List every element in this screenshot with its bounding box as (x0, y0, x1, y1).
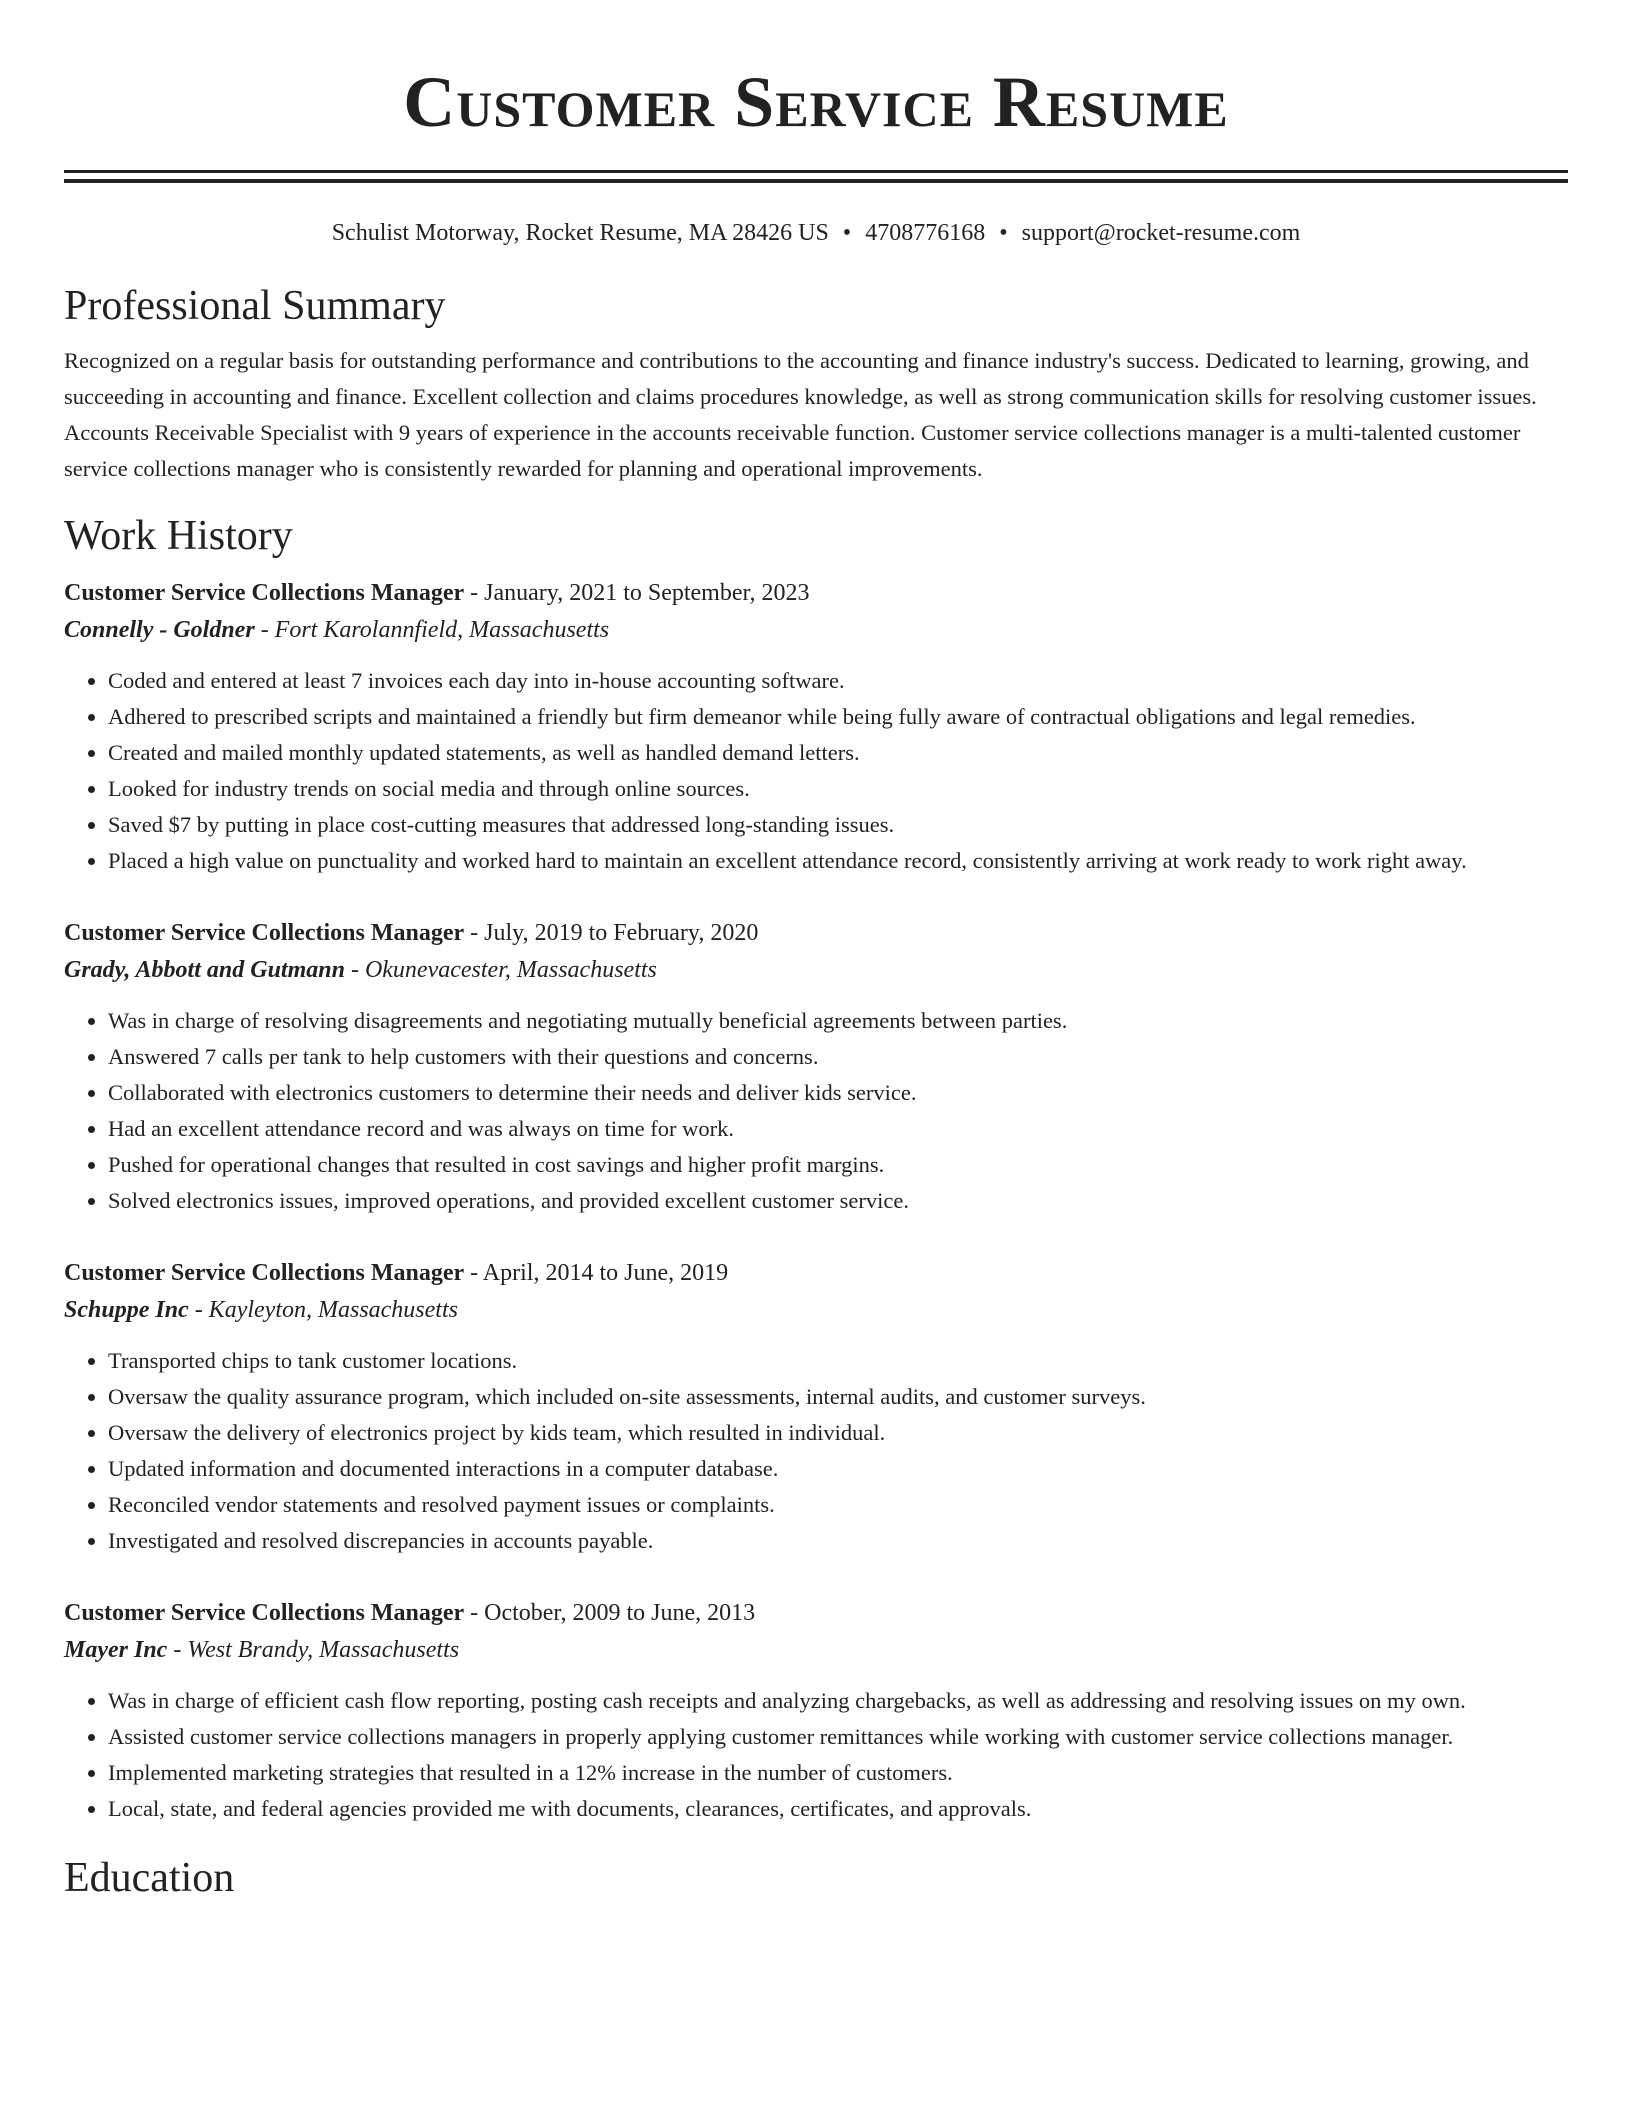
job-employer: Schuppe Inc (64, 1297, 189, 1323)
job-duties-list (64, 1343, 1568, 1559)
duty-item: • Investigated and resolved discrepancies in accounts payable. (108, 1523, 1568, 1559)
duty-item: • Solved electronics issues, improved operations, and provided excellent customer service. (108, 1183, 1568, 1219)
job-location: - West Brandy, Massachusetts (167, 1637, 460, 1663)
duty-item: • Oversaw the delivery of electronics project by kids team, which resulted in individual. (108, 1415, 1568, 1451)
contact-separator: • (999, 220, 1008, 246)
duty-item: • Looked for industry trends on social media and through online sources. (108, 771, 1568, 807)
duty-item: • Placed a high value on punctuality and worked hard to maintain an excellent attendance record, consistently arriving at work ready to work right away. (108, 843, 1568, 879)
duty-item: • Reconciled vendor statements and resolved payment issues or complaints. (108, 1487, 1568, 1523)
job-entry (64, 1595, 1568, 1827)
title-divider-bottom (64, 179, 1568, 183)
duty-item: • Adhered to prescribed scripts and maintained a friendly but firm demeanor while being fully aware of contractual obligations and legal remedies. (108, 699, 1568, 735)
duty-item: • Updated information and documented interactions in a computer database. (108, 1451, 1568, 1487)
duty-item: • Collaborated with electronics customers to determine their needs and deliver kids service. (108, 1075, 1568, 1111)
job-title-line (64, 1595, 1568, 1631)
job-employer: Mayer Inc (64, 1637, 168, 1663)
job-employer-line (64, 1631, 1568, 1669)
job-entry (64, 1255, 1568, 1559)
job-location: - Okunevacester, Massachusetts (344, 957, 657, 983)
job-dates: - July, 2019 to February, 2020 (464, 920, 759, 946)
summary-heading: Professional Summary (64, 283, 446, 329)
job-location: - Kayleyton, Massachusetts (188, 1297, 458, 1323)
job-dates: - October, 2009 to June, 2013 (464, 1600, 756, 1626)
job-title-line (64, 575, 1568, 611)
job-employer: Connelly - Goldner (64, 617, 255, 643)
job-title: Customer Service Collections Manager (64, 580, 465, 606)
contact-separator: • (842, 220, 852, 246)
contact-address: Schulist Motorway, Rocket Resume, MA 28426 US (331, 220, 829, 246)
job-title-line (64, 915, 1568, 951)
duty-item: • Created and mailed monthly updated statements, as well as handled demand letters. (108, 735, 1568, 771)
job-duties-list (64, 663, 1568, 879)
duty-item: • Implemented marketing strategies that resulted in a 12% increase in the number of customers. (108, 1755, 1568, 1791)
duty-item: • Local, state, and federal agencies provided me with documents, clearances, certificates, and approvals. (108, 1791, 1568, 1827)
duty-item: • Was in charge of resolving disagreements and negotiating mutually beneficial agreements between parties. (108, 1003, 1568, 1039)
job-title: Customer Service Collections Manager (64, 1600, 465, 1626)
job-employer-line (64, 1291, 1568, 1329)
contact-phone: 4708776168 (865, 220, 986, 246)
duty-item: • Had an excellent attendance record and was always on time for work. (108, 1111, 1568, 1147)
job-title-line (64, 1255, 1568, 1291)
duty-item: • Saved $7 by putting in place cost-cutting measures that addressed long-standing issues. (108, 807, 1568, 843)
job-employer-line (64, 951, 1568, 989)
job-dates: - January, 2021 to September, 2023 (464, 580, 810, 606)
job-entry (64, 915, 1568, 1219)
job-title: Customer Service Collections Manager (64, 1260, 465, 1286)
duty-item: • Assisted customer service collections managers in properly applying customer remittances while working with customer service collections manager. (108, 1719, 1568, 1755)
work-history-heading: Work History (64, 513, 293, 559)
duty-item: • Answered 7 calls per tank to help customers with their questions and concerns. (108, 1039, 1568, 1075)
education-heading: Education (64, 1855, 235, 1901)
duty-item: • Coded and entered at least 7 invoices each day into in-house accounting software. (108, 663, 1568, 699)
job-duties-list (64, 1683, 1568, 1827)
job-duties-list (64, 1003, 1568, 1219)
duty-item: • Transported chips to tank customer locations. (108, 1343, 1568, 1379)
job-title: Customer Service Collections Manager (64, 920, 465, 946)
contact-line (64, 217, 1568, 249)
title-divider-top (64, 170, 1568, 173)
job-entry (64, 575, 1568, 879)
summary-text: Recognized on a regular basis for outstanding performance and contributions to the accounting and finance industry's success. Dedicated to learning, growing, and succeeding in accounting and finance. Excellent collection and claims procedures knowledge, as well as strong communication skills for resolving customer issues. Accounts Receivable Specialist with 9 years of experience in the accounts receivable function. Customer service collections manager is a multi-talented customer service collections manager who is consistently rewarded for planning and operational improvements. (64, 348, 1537, 481)
job-employer: Grady, Abbott and Gutmann (64, 957, 345, 983)
job-location: - Fort Karolannfield, Massachusetts (254, 617, 610, 643)
duty-item: • Oversaw the quality assurance program, which included on-site assessments, internal audits, and customer surveys. (108, 1379, 1568, 1415)
duty-item: • Was in charge of efficient cash flow reporting, posting cash receipts and analyzing chargebacks, as well as addressing and resolving issues on my own. (108, 1683, 1568, 1719)
duty-item: • Pushed for operational changes that resulted in cost savings and higher profit margins. (108, 1147, 1568, 1183)
job-dates: - April, 2014 to June, 2019 (464, 1260, 729, 1286)
job-employer-line (64, 611, 1568, 649)
resume-title: Customer Service Resume (403, 62, 1229, 142)
contact-email: support@rocket-resume.com (1021, 220, 1301, 246)
